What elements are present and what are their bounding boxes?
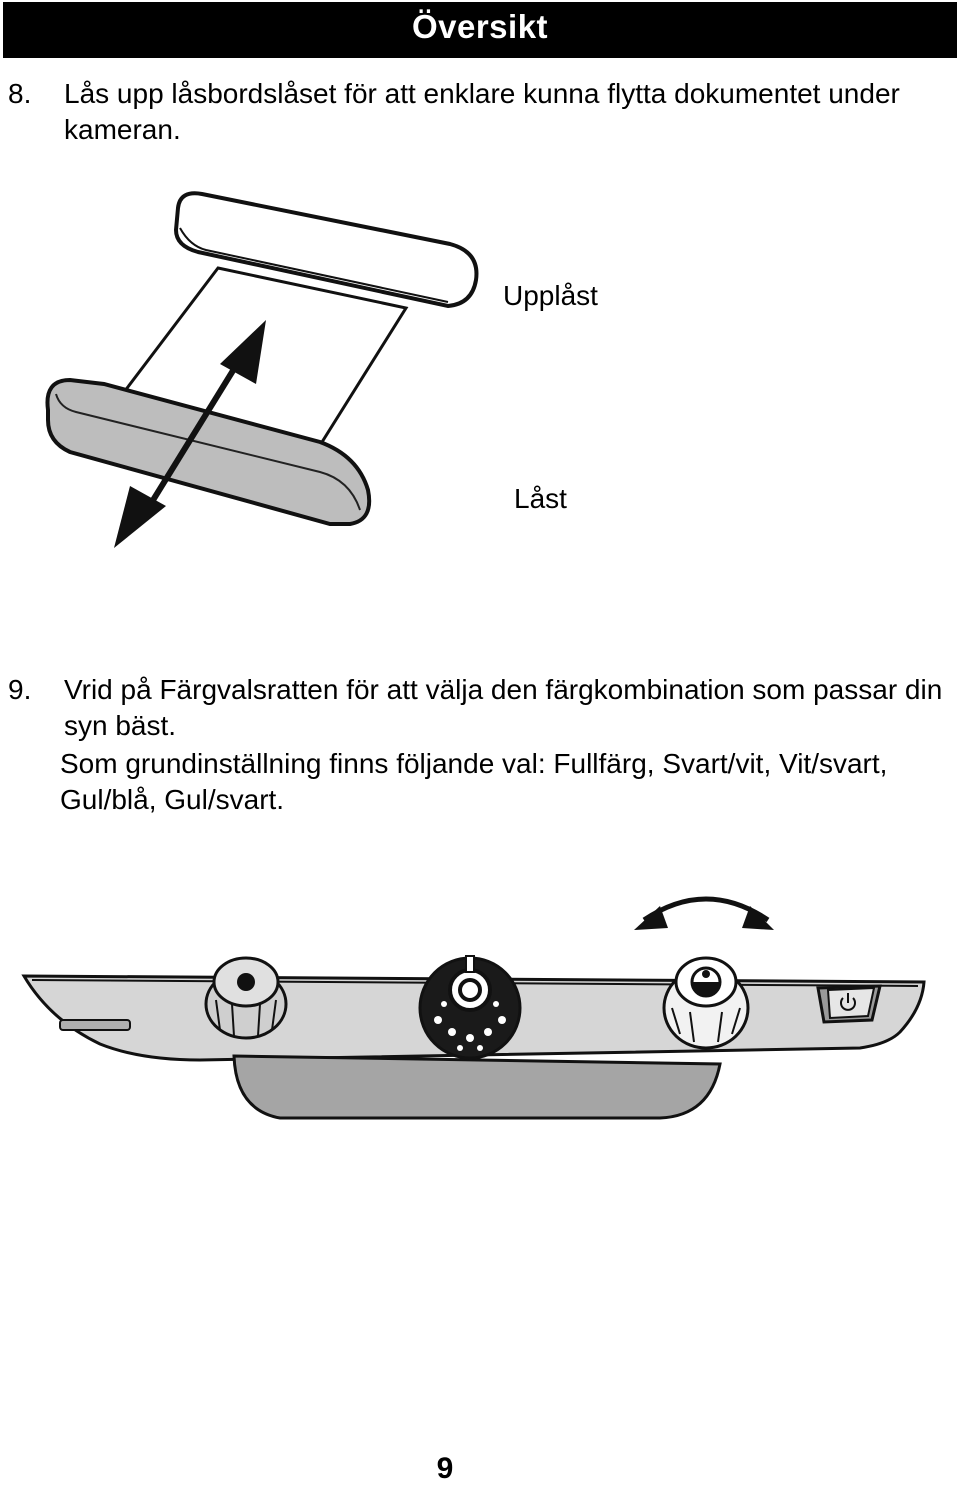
- control-panel-illustration: [20, 880, 930, 1130]
- zoom-knob: [206, 958, 286, 1038]
- power-button: [818, 986, 880, 1022]
- header-bar: [3, 2, 957, 58]
- locked-label: Låst: [514, 483, 567, 514]
- step-8-number: 8.: [8, 78, 32, 109]
- focus-knob: [420, 956, 520, 1058]
- unlocked-label: Upplåst: [503, 280, 598, 311]
- step-9-number: 9.: [8, 674, 32, 705]
- page-number: 9: [436, 1452, 454, 1485]
- step-9-text: Vrid på Färgvalsratten för att välja den färgkombination som passar din syn bäst.: [64, 674, 943, 741]
- section-title: Översikt: [411, 8, 549, 45]
- color-select-knob: [664, 958, 748, 1048]
- step-9-options-text: Som grundinställning finns följande val: Fullfärg, Svart/vit, Vit/svart, Gul/blå, Gul/svart.: [60, 748, 888, 815]
- lock-table-illustration: [30, 180, 510, 570]
- rotate-arrow-icon: [634, 899, 774, 930]
- step-8-text: Lås upp låsbordslåset för att enklare kunna flytta dokumentet under kameran.: [64, 78, 900, 145]
